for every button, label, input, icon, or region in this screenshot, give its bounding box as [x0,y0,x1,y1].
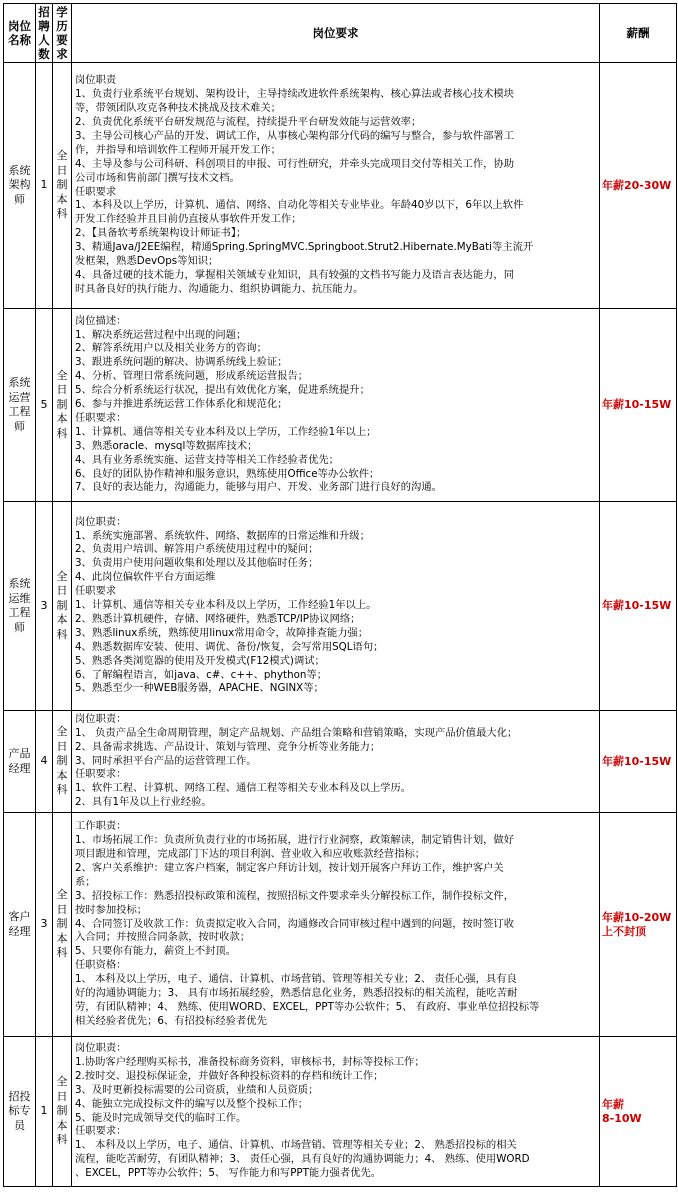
text-line: 1、 负责产品全生命周期管理，制定产品规划、产品组合策略和营销策略，实现产品价值最大化； [75,726,518,739]
text-line: 6、了解编程语言，如java、c#、c++、phython等； [75,668,328,681]
text-line: 日 [56,739,68,753]
text-line: 1、软件工程、计算机、网络工程、通信工程等相关专业本科及以上学历。 [75,782,412,795]
text-line: 3、熟悉linux系统，熟练使用linux常用命令，故障排查能力强； [75,626,369,639]
job-salary [600,502,677,711]
text-line: 日 [56,902,68,916]
text-line: 开发工作经验并且目前仍直接从事软件开发工作； [75,213,302,226]
text-line: 3、招投标工作：熟悉招投标政策和流程，按照招标文件要求牵头分解投标工作，制作投标文件， [75,889,515,902]
text-line: 1、本科及以上学历，计算机、通信、网络、自动化等相关专业毕业。年龄40岁以下，6年以上软件 [75,199,524,212]
text-line: 日 [56,383,68,397]
text-line: 数 [38,47,50,61]
text-line: 1、 本科及以上学历，电子、通信、计算机、市场营销、管理等相关专业；2、 责任心强，具有良 [75,973,517,986]
text-line: 1、系统实施部署、系统软件、网络、数据库的日常运维和升级； [75,529,370,542]
text-line: 制 [56,397,68,411]
text-line: 招 [38,5,50,19]
job-row [4,1037,677,1187]
job-requirements [72,813,600,1037]
text-line: 全 [56,725,68,739]
text-line: 任职要求： [75,411,127,424]
job-headcount: 3 [36,813,53,1037]
text-line: 师 [14,192,25,206]
job-row [4,502,677,711]
text-line: 项目跟进和管理，完成部门下达的项目利润、营业收入和应收账款经营指标； [75,848,426,861]
job-education [53,711,72,813]
text-line: 运营 [8,390,31,404]
text-line: 系统 [8,577,31,590]
text-line: 2、【具备软考系统架构设计师证书】； [75,227,247,240]
job-position-name [4,1037,36,1187]
text-line: 本 [56,412,68,426]
text-line: 2.按时交、退投标保证金，并做好各种投标资料的存档和统计工作； [75,1069,384,1082]
text-line: 制 [56,178,68,192]
text-line: 岗位职责 [75,74,117,87]
text-line: 全 [56,569,68,583]
job-education [53,63,72,309]
text-line: 5、能及时完成领导交代的临时工作。 [75,1111,247,1124]
text-line: 制 [56,598,68,612]
text-line: 求 [56,47,68,61]
text-line: 2、负责用户培训、解答用户系统使用过程中的疑问； [75,543,319,556]
text-line: 制 [56,917,68,931]
job-salary [600,1037,677,1187]
text-line: 5、只要你有能力，薪资上不封顶。 [75,945,237,958]
text-line: 任职要求 [75,585,117,598]
text-line: 1、 本科及以上学历，电子、通信、计算机、市场营销、管理等相关专业；2、 熟悉招投标的相关 [75,1139,517,1152]
text-line: 作，并指导和培训软件工程师开展开发工作； [75,143,281,156]
job-requirements [72,309,600,502]
text-line: 年薪10-15W [602,754,672,768]
text-line: 师 [14,419,25,433]
job-position-name [4,711,36,813]
text-line: 公司市场和售前部门撰写技术文档。 [75,171,240,184]
job-salary [600,63,677,309]
text-line: 工程 [8,606,31,619]
text-line: 工作职责： [75,820,127,833]
text-line: 年薪10-20W [602,910,672,924]
text-line: 3、及时更新投标需要的公司资质，业绩和人员资质； [75,1083,319,1096]
job-row [4,309,677,502]
text-line: 2、具备需求挑选、产品设计、策划与管理、竞争分析等业务能力； [75,740,381,753]
text-line: 员 [14,1118,25,1132]
text-line: 岗位职责： [75,1041,127,1054]
job-education [53,309,72,502]
text-line: 任职资格： [75,959,127,972]
text-line: 发框架，熟悉DevOps等知识； [75,255,219,268]
text-line: 日 [56,584,68,598]
text-line: 时具备良好的执行能力、沟通能力、组织协调能力、抗压能力。 [75,282,364,295]
text-line: 全 [56,368,68,382]
text-line: 年薪 [602,1097,624,1111]
job-headcount: 5 [36,309,53,502]
text-line: 4、合同签订及收款工作：负责拟定收入合同，沟通修改合同审核过程中遇到的问题，按时签订收 [75,917,515,930]
text-line: 流程，能吃苦耐劳，有团队精神；3、 责任心强，具有良好的沟通协调能力；4、 熟练、使用WORD [75,1153,530,1166]
text-line: 3、跟进系统问题的解决、协调系统线上验证； [75,356,288,369]
text-line: 科 [56,1133,68,1147]
job-requirements [72,502,600,711]
text-line: 要 [56,33,68,47]
text-line: 标专 [8,1104,31,1118]
text-line: 3、负责用户使用问题收集和处理以及其他临时任务； [75,557,319,570]
text-line: 工程 [8,405,31,418]
text-line: 全 [56,1075,68,1089]
text-line: 4、分析、管理日常系统问题，形成系统运营报告； [75,370,309,383]
header-row [4,4,677,63]
job-row [4,711,677,813]
text-line: 3、主导公司核心产品的开发、调试工作，从事核心架构部分代码的编写与整合，参与软件部署工 [75,129,515,142]
text-line: 客户 [8,910,31,923]
text-line: 3、精通Java/J2EE编程，精通Spring.SpringMVC.Springboot.Strut2.Hibernate.MyBati等主流开 [75,241,534,254]
text-line: 2、负责优化系统平台研发规范与流程，持续提升平台研发效能与运营效率； [75,115,422,128]
text-line: 8-10W [602,1111,642,1125]
text-line: 岗位描述： [75,314,127,327]
text-line: 人 [38,33,50,47]
text-line: 系； [75,875,96,888]
text-line: 经理 [8,761,31,775]
text-line: 好的沟通协调能力；3、 具有市场拓展经验，熟悉信息化业务，熟悉招投标的相关流程，能吃苦耐 [75,987,518,1000]
text-line: 本 [56,768,68,782]
text-line: 5、熟悉至少一种WEB服务器，APACHE、NGINX等； [75,682,324,695]
text-line: 科 [56,207,68,221]
header-education [53,4,72,63]
text-line: 招投 [8,1089,31,1103]
job-row [4,63,677,309]
text-line: 制 [56,754,68,768]
text-line: 年薪10-15W [602,599,672,612]
text-line: 运维 [8,591,31,605]
text-line: 按时参加投标； [75,903,148,916]
text-line: 岗位职责： [75,712,127,725]
text-line: 任职要求： [75,1125,127,1138]
job-requirements-table [3,3,677,1187]
header-salary: 薪酬 [600,4,677,63]
text-line: 聘 [38,19,50,33]
text-line: 1、计算机、通信等相关专业本科及以上学历，工作经验1年以上。 [75,599,377,612]
job-position-name [4,63,36,309]
text-line: 4、主导及参与公司科研、科创项目的申报、可行性研究，并牵头完成项目交付等相关工作，协助 [75,157,515,170]
text-line: 日 [56,1089,68,1103]
text-line: 入合同；并按照合同条款，按时收款； [75,931,251,944]
job-headcount: 4 [36,711,53,813]
job-salary [600,309,677,502]
text-line: 全 [56,888,68,902]
text-line: 4、具备过硬的技术能力，掌握相关领域专业知识，具有较强的文档书写能力及语言表达能力，同 [75,268,515,281]
text-line: 6、良好的团队协作精神和服务意识，熟练使用Office等办公软件； [75,467,380,480]
text-line: 产品 [8,747,31,760]
text-line: 2、具有1年及以上行业经验。 [75,796,212,809]
text-line: 4、熟悉数据库安装、使用、调优、备份/恢复，会写常用SQL语句； [75,640,384,653]
text-line: 系统 [8,376,31,389]
text-line: 2、客户关系维护：建立客户档案，制定客户拜访计划，按计划开展客户拜访工作，维护客户关 [75,861,504,874]
text-line: 经理 [8,924,31,938]
text-line: 科 [56,627,68,641]
text-line: 任职要求 [75,185,117,198]
text-line: 6、参与并推进系统运营工作体系化和规范化； [75,398,288,411]
text-line: 2、解答系统用户以及相关业务方的咨询； [75,342,267,355]
text-line: 科 [56,426,68,440]
job-headcount: 1 [36,63,53,309]
job-row [4,813,677,1037]
text-line: 科 [56,783,68,797]
job-position-name [4,813,36,1037]
header-position [4,4,36,63]
job-salary [600,711,677,813]
text-line: 制 [56,1104,68,1118]
job-education [53,813,72,1037]
text-line: 任职要求： [75,768,127,781]
text-line: 1、负责行业系统平台规划、架构设计，主导持续改进软件系统架构、核心算法或者核心技术模块 [75,88,515,101]
header-headcount [36,4,53,63]
job-requirements [72,63,600,309]
text-line: 1、解决系统运营过程中出现的问题； [75,328,247,341]
text-line: 师 [14,620,25,634]
text-line: 4、此岗位偏软件平台方面运维 [75,571,216,584]
job-education [53,502,72,711]
text-line: 架构 [8,178,31,192]
header-requirements: 岗位要求 [72,4,600,63]
text-line: 1、市场拓展工作：负责所负责行业的市场拓展，进行行业洞察，政策解读，制定销售计划，做好 [75,834,515,847]
job-position-name [4,309,36,502]
text-line: 本 [56,931,68,945]
job-headcount: 3 [36,502,53,711]
text-line: 3、同时承担平台产品的运营管理工作。 [75,754,257,767]
text-line: 、EXCEL，PPT等办公软件；5、 写作能力和写PPT能力强者优先。 [75,1167,382,1180]
text-line: 2、熟悉计算机硬件，存储、网络硬件，熟悉TCP/IP协议网络； [75,612,361,625]
text-line: 本 [56,1118,68,1132]
text-line: 本 [56,613,68,627]
text-line: 岗位职责： [75,515,127,528]
job-headcount: 1 [36,1037,53,1187]
text-line: 5、熟悉各类浏览器的使用及开发模式(F12模式)调试； [75,654,325,667]
text-line: 学 [56,5,68,19]
text-line: 1、计算机、通信等相关专业本科及以上学历，工作经验1年以上； [75,425,377,438]
text-line: 等，带领团队攻克各种技术挑战及技术难关； [75,102,281,115]
text-line: 岗位 [8,19,31,33]
job-salary [600,813,677,1037]
text-line: 1.协助客户经理购买标书，准备投标商务资料，审核标书，封标等投标工作； [75,1055,425,1068]
text-line: 4、能独立完成投标文件的编写以及整个投标工作； [75,1097,309,1110]
text-line: 年薪10-15W [602,398,672,411]
text-line: 7、良好的表达能力，沟通能力，能够与用户、开发、业务部门进行良好的沟通。 [75,481,442,494]
text-line: 名称 [8,33,31,47]
text-line: 上不封顶 [602,924,646,938]
text-line: 相关经验者优先；6、有招投标经验者优先 [75,1014,267,1027]
text-line: 劳，有团队精神；4、 熟练、使用WORD、EXCEL，PPT等办公软件；5、 有政府、事业单位招投标等 [75,1000,540,1013]
text-line: 本 [56,192,68,206]
text-line: 5、综合分析系统运行状况，提出有效优化方案，促进系统提升； [75,384,370,397]
text-line: 全 [56,149,68,163]
job-requirements [72,711,600,813]
text-line: 日 [56,163,68,177]
job-requirements [72,1037,600,1187]
text-line: 4、具有业务系统实施、运营支持等相关工作经验者优先； [75,453,339,466]
text-line: 历 [56,19,68,33]
text-line: 科 [56,946,68,960]
job-position-name [4,502,36,711]
text-line: 3、熟悉oracle、mysql等数据库技术； [75,439,258,452]
job-education [53,1037,72,1187]
text-line: 年薪20-30W [602,178,672,192]
text-line: 系统 [8,163,31,177]
